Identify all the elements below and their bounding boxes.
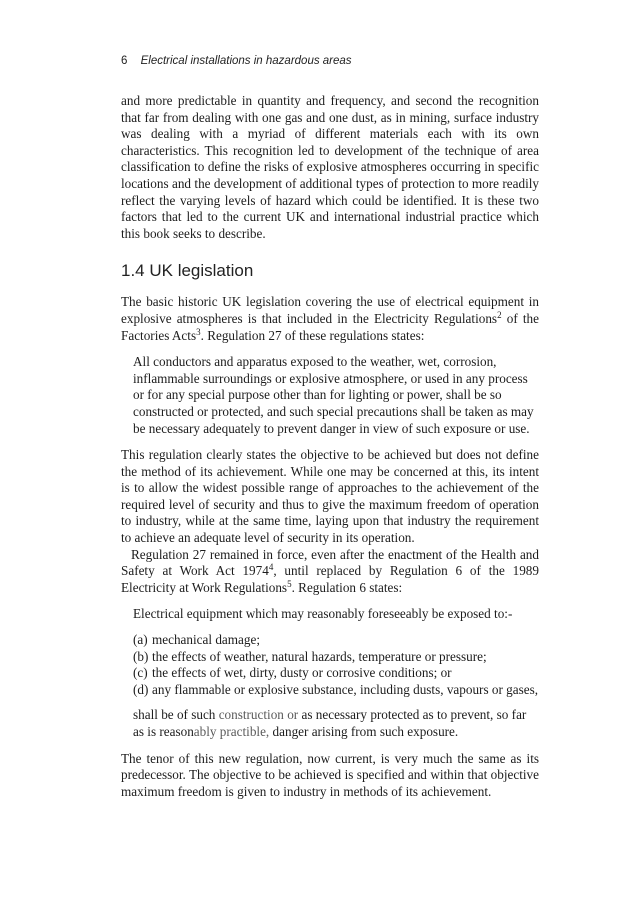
regulation-6-lead: Electrical equipment which may reasonably foreseeably be exposed to:-: [133, 606, 513, 622]
text-segment: as necessary protected as to prevent, so far as is reason: [133, 707, 527, 739]
paragraph-regulation-27: [121, 547, 539, 597]
regulation-6-list: [133, 632, 539, 698]
text-segment: Regulation 27 remained in force, even after the enactment of the Health and Safety at Work Act 1974: [121, 546, 539, 579]
list-item: [133, 665, 539, 682]
text-segment: of the Factories Acts: [121, 310, 539, 343]
running-header: [121, 55, 352, 67]
page-number: 6: [121, 55, 128, 67]
reference-superscript: 4: [268, 562, 274, 573]
list-item: [133, 632, 539, 649]
text-segment: shall be of such: [133, 707, 219, 723]
paragraph-intro: and more predictable in quantity and frequency, and second the recognition that far from dealing with one gas and one dust, as in mining, surface industry was dealing with a myriad of different materials each with its own characteristics. This recognition led to development of the technique of area classification to define the risks of explosive atmospheres occurring in specific locations and the development of additional types of protection to more readily reflect the varying levels of hazard which could be identified. It is these two factors that led to the current UK and international industrial practice which this book seeks to describe.: [121, 93, 539, 241]
regulation-27-quote: All conductors and apparatus exposed to the weather, wet, corrosion, inflammable surroundings or explosive atmosphere, or used in any process or for any special purpose other than for lighting or power, shall be so constructed or protected, and such special precautions shall be taken as may be necessary adequately to prevent danger in view of such exposure or use.: [133, 354, 534, 436]
text-segment: danger arising from such exposure.: [269, 724, 459, 739]
regulation-6-closing: [133, 707, 539, 740]
reference-superscript: 2: [497, 309, 502, 320]
list-marker: (a): [133, 632, 148, 648]
section-heading: 1.4 UK legislation: [121, 261, 254, 281]
faded-text: construction or: [218, 707, 299, 723]
page-body: [121, 93, 539, 800]
book-title: Electrical installations in hazardous areas: [140, 55, 352, 67]
text-segment: The basic historic UK legislation covering the use of electrical equipment in explosive atmospheres is that included in the Electricity Regulations: [121, 294, 539, 326]
list-item: [133, 682, 539, 699]
list-item-text: any flammable or explosive substance, including dusts, vapours or gases,: [152, 681, 539, 697]
list-item-text: the effects of weather, natural hazards, temperature or pressure;: [152, 648, 487, 664]
list-marker: (d): [133, 681, 149, 697]
text-segment: . Regulation 27 of these regulations states:: [200, 327, 425, 343]
list-marker: (b): [133, 648, 149, 664]
paragraph-basic-legislation: [121, 294, 539, 344]
paragraph-tenor: The tenor of this new regulation, now current, is very much the same as its predecessor. The objective to be achieved is specified and within that objective maximum freedom is given to industry in methods of its achievement.: [121, 750, 539, 799]
reference-superscript: 3: [196, 326, 201, 337]
list-item-text: mechanical damage;: [152, 632, 261, 648]
text-segment: , until replaced by Regulation 6 of the 1989 Electricity at Work Regulations: [121, 563, 539, 595]
list-marker: (c): [133, 665, 148, 681]
paragraph-objective: This regulation clearly states the objective to be achieved but does not define the method of its achievement. While one may be concerned at this, its intent is to allow the widest possible range of approaches to the achievement of the required level of security and thus to give the maximum freedom of operation to industry, while at the same time, laying upon that industry the requirement to achieve an adequate level of security in its operation.: [121, 447, 539, 546]
list-item-text: the effects of wet, dirty, dusty or corrosive conditions; or: [152, 665, 452, 681]
text-segment: . Regulation 6 states:: [291, 579, 403, 595]
list-item: [133, 649, 539, 666]
faded-text: ably practible,: [193, 724, 270, 739]
reference-superscript: 5: [287, 578, 292, 589]
